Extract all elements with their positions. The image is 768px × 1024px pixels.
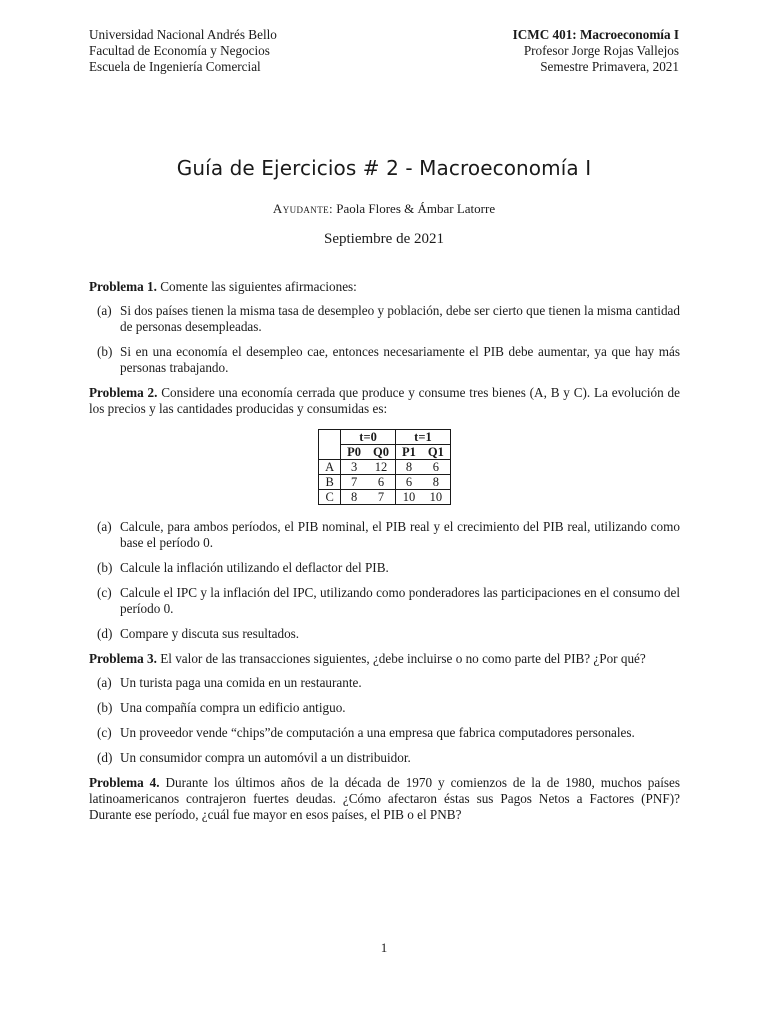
list-item <box>89 585 680 617</box>
problem-item-list <box>89 675 680 766</box>
problem-text: Considere una economía cerrada que produce y consume tres bienes (A, B y C). La evolución de los precios y las cantidades producidas y consumidas es: <box>89 385 681 416</box>
item-text: Una compañía compra un edificio antiguo. <box>120 700 346 715</box>
table-cell: 10 <box>396 490 422 505</box>
problem-text: Durante los últimos años de la década de 1970 y comienzos de la de 1980, muchos países latinoamericanos contrajeron fuertes deudas. ¿Cómo afectaron éstas sus Pagos Netos a Factores (PNF)? Durante ese período, ¿cuál fue mayor en esos países, el PIB o el PNB? <box>89 775 680 822</box>
list-item <box>89 750 680 766</box>
assistant-names: Paola Flores & Ámbar Latorre <box>336 201 496 216</box>
item-text: Un consumidor compra un automóvil a un distribuidor. <box>120 750 411 765</box>
item-label: (a) <box>97 675 112 690</box>
good-label: A <box>319 460 341 475</box>
table-cell: 6 <box>396 475 422 490</box>
item-text: Un turista paga una comida en un restaurante. <box>120 675 362 690</box>
problem-label: Problema 2. <box>89 385 158 400</box>
problem-3 <box>89 651 680 667</box>
good-label: C <box>319 490 341 505</box>
list-item <box>89 560 680 576</box>
professor-name: Profesor Jorge Rojas Vallejos <box>523 43 679 58</box>
item-label: (c) <box>97 585 112 600</box>
item-label: (b) <box>97 700 113 715</box>
item-text: Calcule, para ambos períodos, el PIB nominal, el PIB real y el crecimiento del PIB real, utilizando como base el período 0. <box>120 519 680 550</box>
problem-1 <box>89 279 680 295</box>
problem-text: Comente las siguientes afirmaciones: <box>160 279 357 294</box>
problem-text: El valor de las transacciones siguientes, ¿debe incluirse o no como parte del PIB? ¿Por qué? <box>160 651 646 666</box>
table-cell: 3 <box>341 460 367 475</box>
problem-label: Problema 1. <box>89 279 157 294</box>
list-item <box>89 675 680 691</box>
item-label: (b) <box>97 344 113 359</box>
list-item <box>89 626 680 642</box>
problem-item-list <box>89 303 680 376</box>
column-header: P1 <box>396 445 422 460</box>
list-item <box>89 519 680 551</box>
assistants-line <box>0 201 768 217</box>
assistant-label: Ayudante: <box>272 201 333 216</box>
table-cell: 10 <box>422 490 450 505</box>
problem-2 <box>89 385 680 417</box>
problem-item-list <box>89 519 680 642</box>
university-name: Universidad Nacional Andrés Bello <box>89 27 277 42</box>
item-label: (b) <box>97 560 113 575</box>
period-header: t=0 <box>341 430 396 445</box>
table-cell: 7 <box>341 475 367 490</box>
column-header: Q1 <box>422 445 450 460</box>
table-row <box>319 475 451 490</box>
table-cell: 8 <box>422 475 450 490</box>
list-item <box>89 344 680 376</box>
item-text: Un proveedor vende “chips”de computación a una empresa que fabrica computadores personales. <box>120 725 635 740</box>
problem-4 <box>89 775 680 823</box>
item-text: Si en una economía el desempleo cae, entonces necesariamente el PIB debe aumentar, ya que hay más personas trabajando. <box>120 344 680 375</box>
page-number: 1 <box>380 940 388 955</box>
item-text: Calcule el IPC y la inflación del IPC, utilizando como ponderadores las participaciones en el consumo del período 0. <box>120 585 680 616</box>
period-header: t=1 <box>396 430 451 445</box>
item-text: Calcule la inflación utilizando el deflactor del PIB. <box>120 560 389 575</box>
corner-cell <box>319 430 341 445</box>
corner-cell <box>319 445 341 460</box>
institution-block <box>89 27 277 75</box>
table-cell: 12 <box>367 460 395 475</box>
faculty-name: Facultad de Economía y Negocios <box>89 43 270 58</box>
table-cell: 8 <box>396 460 422 475</box>
problems-section <box>89 279 680 829</box>
good-label: B <box>319 475 341 490</box>
table-cell: 7 <box>367 490 395 505</box>
column-header: Q0 <box>367 445 395 460</box>
item-label: (a) <box>97 303 112 318</box>
problem-label: Problema 4. <box>89 775 160 790</box>
item-label: (c) <box>97 725 112 740</box>
problem-label: Problema 3. <box>89 651 157 666</box>
table-row <box>319 460 451 475</box>
column-header: P0 <box>341 445 367 460</box>
item-text: Si dos países tienen la misma tasa de desempleo y población, debe ser cierto que tienen la misma cantidad de personas desempleadas. <box>120 303 680 334</box>
course-block <box>513 27 679 75</box>
table-cell: 6 <box>367 475 395 490</box>
semester: Semestre Primavera, 2021 <box>540 59 679 74</box>
document-title: Guía de Ejercicios # 2 - Macroeconomía I <box>176 156 592 180</box>
school-name: Escuela de Ingeniería Comercial <box>89 59 261 74</box>
table-cell: 6 <box>422 460 450 475</box>
course-name: ICMC 401: Macroeconomía I <box>512 27 679 42</box>
list-item <box>89 303 680 335</box>
list-item <box>89 700 680 716</box>
item-text: Compare y discuta sus resultados. <box>120 626 300 641</box>
document-date: Septiembre de 2021 <box>324 231 444 247</box>
item-label: (d) <box>97 750 113 765</box>
item-label: (d) <box>97 626 113 641</box>
table-row <box>319 490 451 505</box>
list-item <box>89 725 680 741</box>
prices-quantities-table <box>318 429 451 505</box>
item-label: (a) <box>97 519 112 534</box>
table-cell: 8 <box>341 490 367 505</box>
